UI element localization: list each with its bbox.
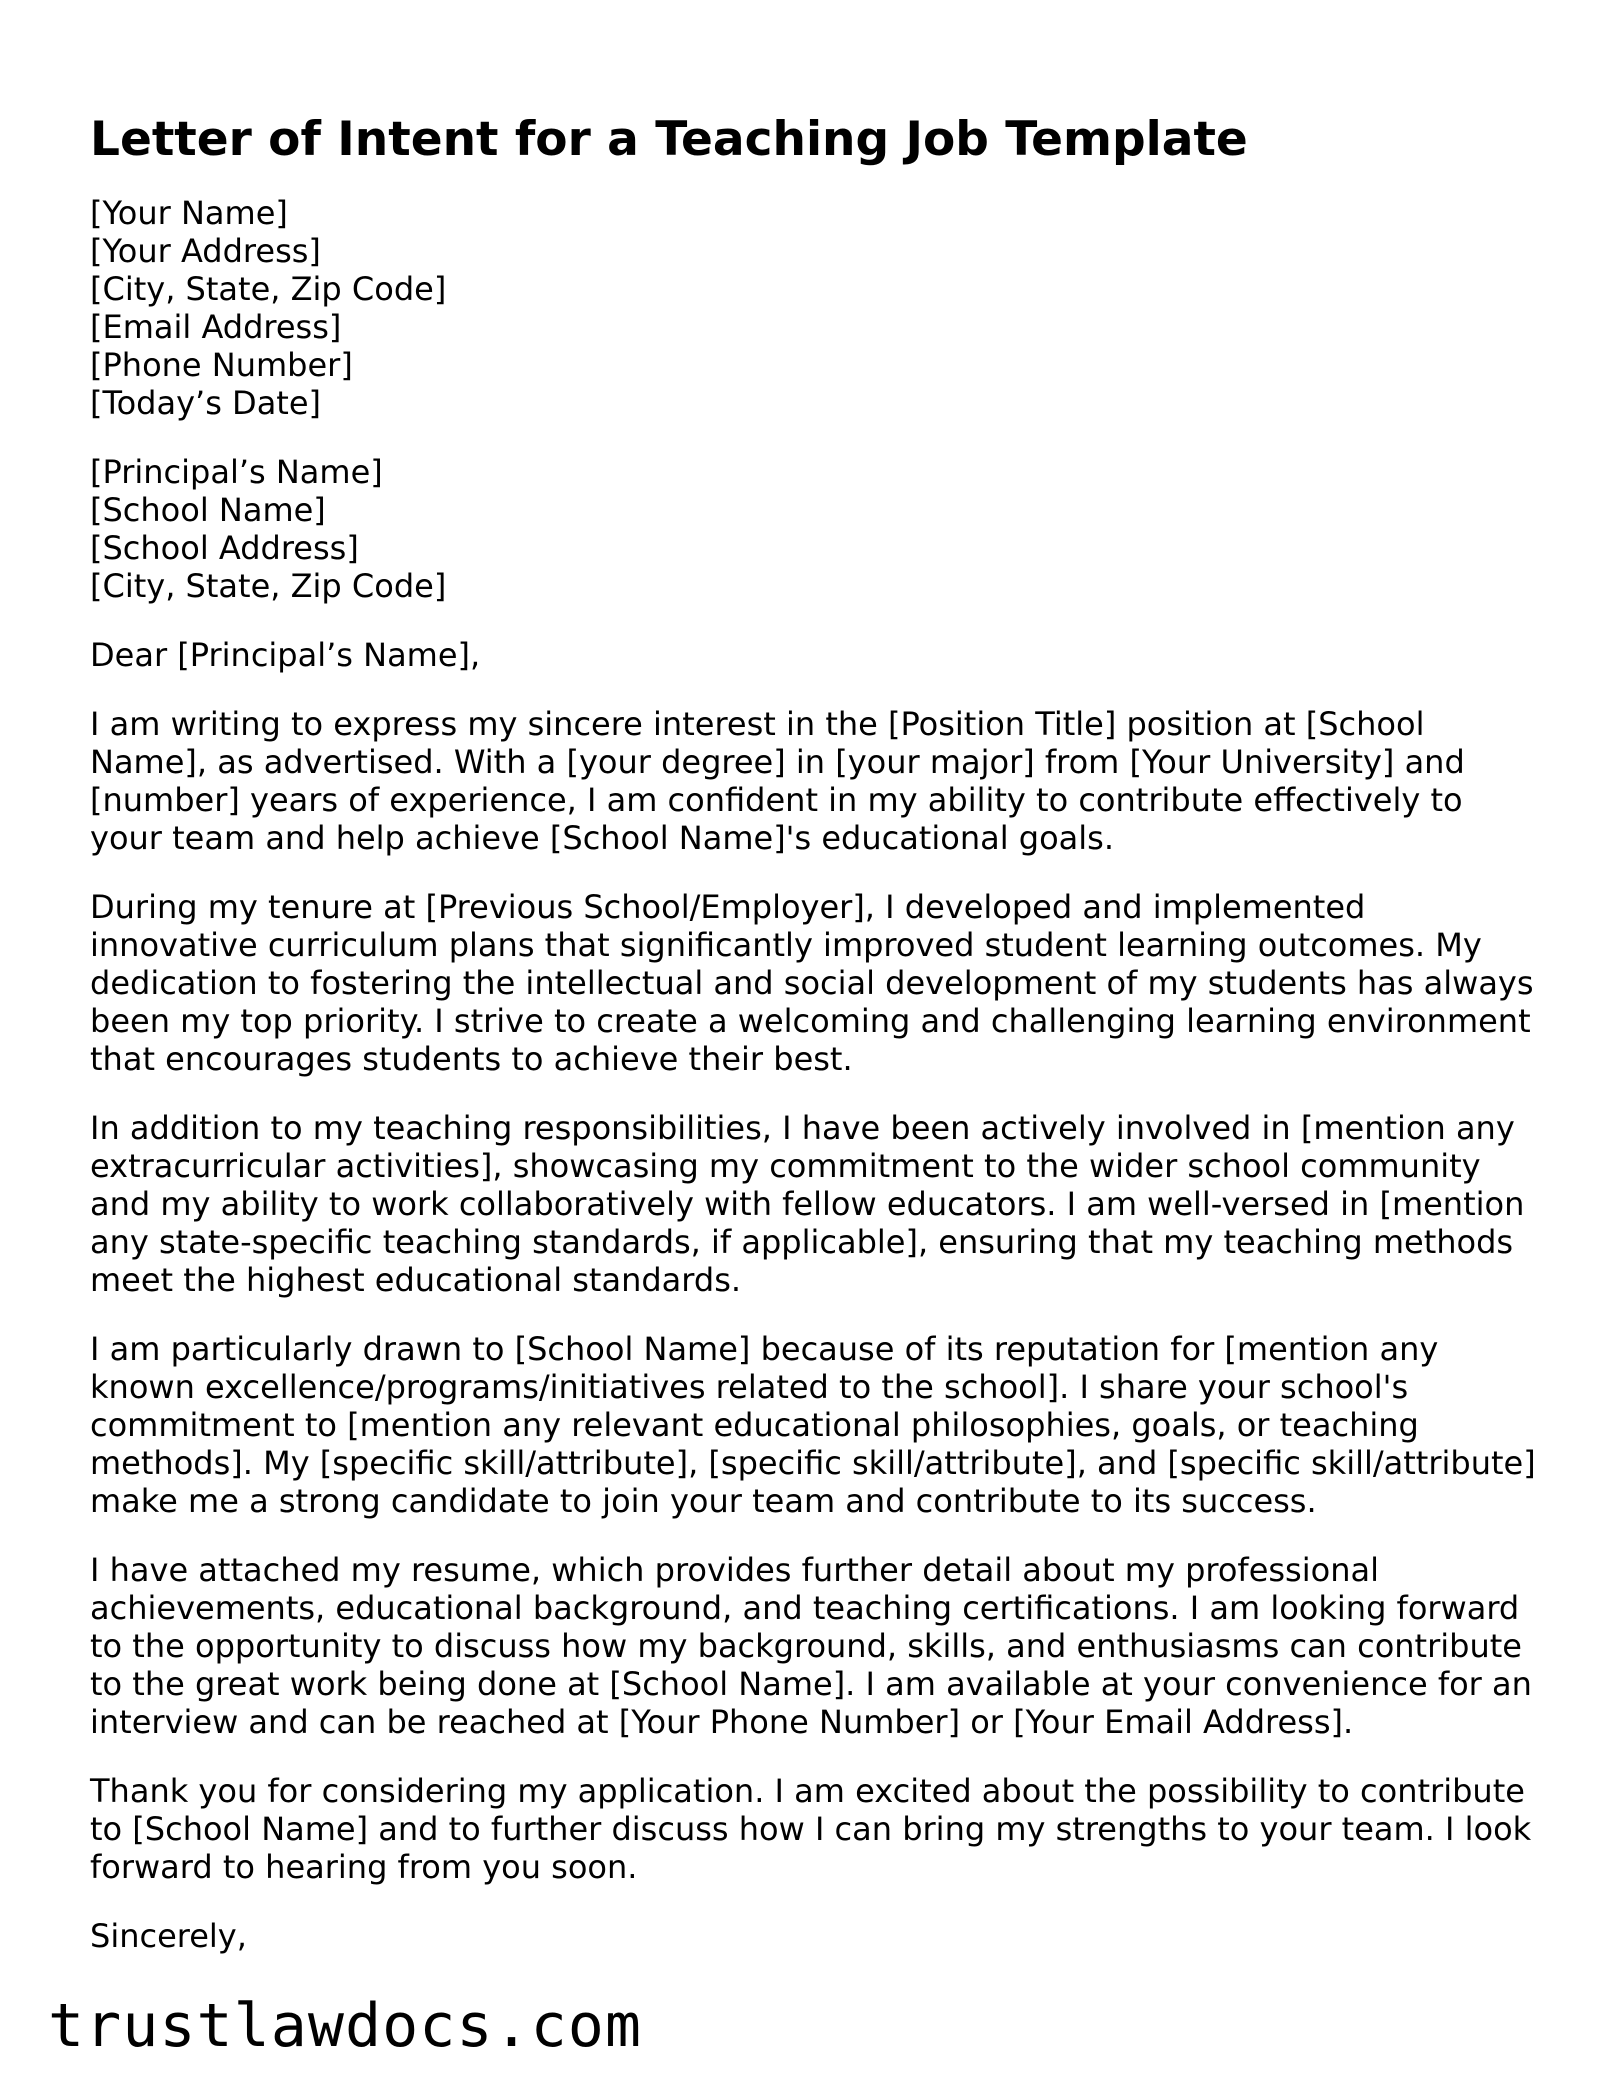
sender-name: [Your Name] [90, 194, 288, 232]
recipient-name: [Principal’s Name] [90, 453, 383, 491]
body-paragraph-resume: I have attached my resume, which provides further detail about my professional achievements, educational background, and teaching certifications. I am looking forward to the opportunity to discuss how my background, skills, and enthusiasms can contribute to the great work being done at [School Name]. I am available at your convenience for an interview and can be reached at [Your Phone Number] or [Your Email Address]. [90, 1551, 1532, 1741]
footer-brand-watermark: trustlawdocs.com [48, 1991, 642, 2061]
body-paragraph-activities: In addition to my teaching responsibilities, I have been actively involved in [mention any extracurricular activities], showcasing my commitment to the wider school community and my ability to work collaboratively with fellow educators. I am well-versed in [mention any state-specific teaching standards, if applicable], ensuring that my teaching methods meet the highest educational standards. [90, 1109, 1525, 1299]
closing: Sincerely, [90, 1917, 247, 1955]
document-title: Letter of Intent for a Teaching Job Template [90, 112, 1248, 167]
letter-document [90, 110, 1540, 1986]
sender-address: [Your Address] [90, 232, 321, 270]
sender-city-state-zip: [City, State, Zip Code] [90, 270, 447, 308]
recipient-address-block [90, 453, 1540, 605]
body-paragraph-experience: During my tenure at [Previous School/Employer], I developed and implemented innovative curriculum plans that significantly improved student learning outcomes. My dedication to fostering the intellectual and social development of my students has always been my top priority. I strive to create a welcoming and challenging learning environment that encourages students to achieve their best. [90, 888, 1534, 1078]
recipient-school-address: [School Address] [90, 529, 359, 567]
body-paragraph-intro: I am writing to express my sincere interest in the [Position Title] position at [School Name], as advertised. With a [your degree] in [your major] from [Your University] and [number] years of experience, I am confident in my ability to contribute effectively to your team and help achieve [School Name]'s educational goals. [90, 705, 1465, 857]
recipient-city-state-zip: [City, State, Zip Code] [90, 567, 447, 605]
sender-email: [Email Address] [90, 308, 342, 346]
recipient-school-name: [School Name] [90, 491, 326, 529]
letter-date: [Today’s Date] [90, 384, 322, 422]
sender-phone: [Phone Number] [90, 346, 353, 384]
body-paragraph-school-fit: I am particularly drawn to [School Name] because of its reputation for [mention any known excellence/programs/initiatives related to the school]. I share your school's commitment to [mention any relevant educational philosophies, goals, or teaching methods]. My [specific skill/attribute], [specific skill/attribute], and [specific skill/attribute] make me a strong candidate to join your team and contribute to its success. [90, 1330, 1536, 1520]
salutation: Dear [Principal’s Name], [90, 636, 481, 674]
sender-address-block [90, 194, 1540, 422]
body-paragraph-thanks: Thank you for considering my application. I am excited about the possibility to contribute to [School Name] and to further discuss how I can bring my strengths to your team. I look forward to hearing from you soon. [90, 1772, 1532, 1886]
